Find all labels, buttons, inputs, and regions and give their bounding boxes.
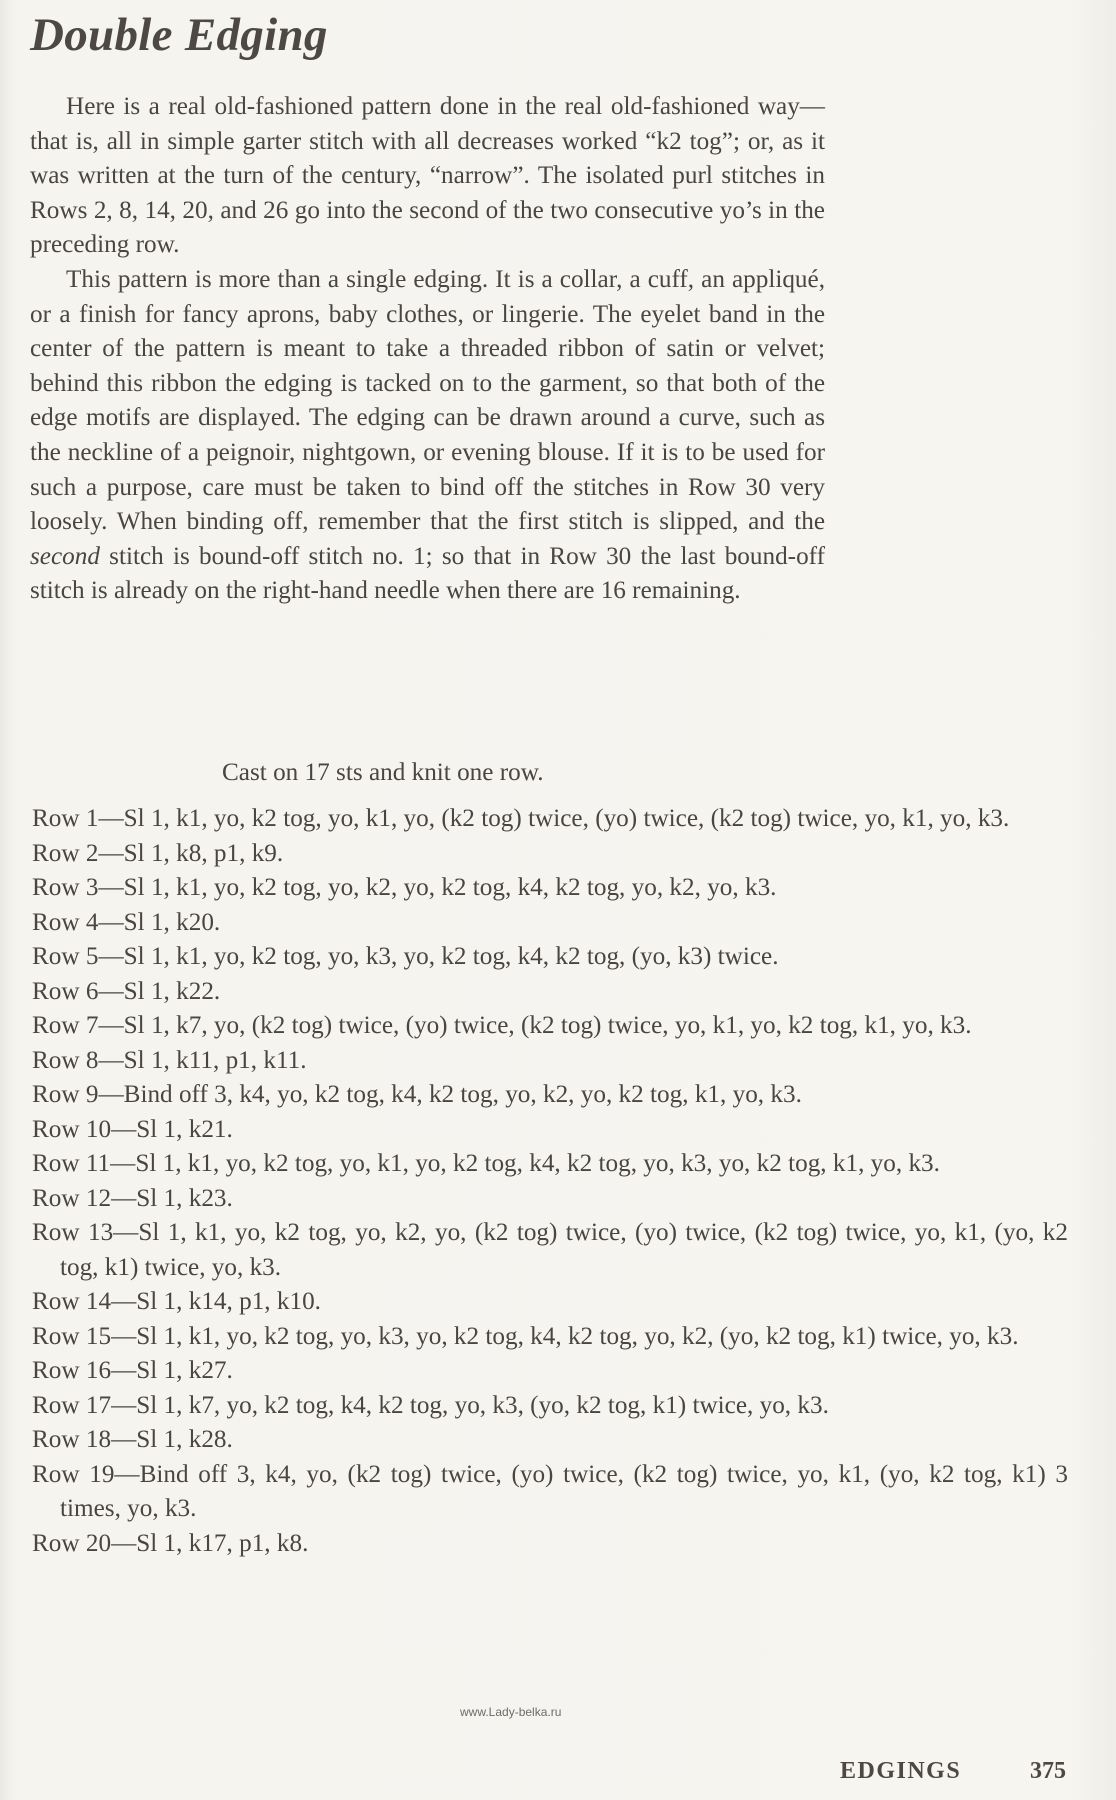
intro-paragraph-1: Here is a real old-fashioned pattern done in the real old-fashioned way—that is, all in simple garter stitch with all decreases worked “k2 tog”; or, as it was written at the turn of the century, “narrow”. The isolated purl stitches in Rows 2, 8, 14, 20, and 26 go into the second of the two consecutive yo’s in the preceding row. (30, 93, 825, 259)
pattern-row-2: Row 2—Sl 1, k8, p1, k9. (32, 839, 284, 867)
pattern-row-18: Row 18—Sl 1, k28. (32, 1426, 233, 1453)
intro-paragraph-2-part-b: stitch is bound-off stitch no. 1; so that in Row 30 the last bound-off stitch is already on the right-hand needle when there are 16 remaining. (30, 542, 825, 605)
pattern-row-13: Row 13—Sl 1, k1, yo, k2 tog, yo, k2, yo, (k2 tog) twice, (yo) twice, (k2 tog) twice, yo, k1, (yo, k2 tog, k1) twice, yo, k3. (32, 1219, 1068, 1281)
pattern-row-5: Row 5—Sl 1, k1, yo, k2 tog, yo, k3, yo, k2 tog, k4, k2 tog, (yo, k3) twice. (32, 943, 779, 970)
pattern-row-10: Row 10—Sl 1, k21. (32, 1115, 233, 1143)
intro-emphasis: second (30, 542, 100, 570)
pattern-row-16: Row 16—Sl 1, k27. (32, 1357, 233, 1384)
page-number: 375 (1030, 1758, 1066, 1784)
pattern-row-4: Row 4—Sl 1, k20. (32, 908, 221, 936)
page-title: Double Edging (30, 9, 328, 61)
pattern-row-7: Row 7—Sl 1, k7, yo, (k2 tog) twice, (yo) twice, (k2 tog) twice, yo, k1, yo, k2 tog, k1, yo, k3. (32, 1012, 972, 1039)
intro-paragraph-2 (30, 263, 825, 609)
intro-paragraph-2-part-a: This pattern is more than a single edging. It is a collar, a cuff, an appliqué, or a finish for fancy aprons, baby clothes, or lingerie. The eyelet band in the center of the pattern is meant to take a threaded ribbon of satin or velvet; behind this ribbon the edging is tacked on to the garment, so that both of the edge motifs are displayed. The edging can be drawn around a curve, such as the neckline of a peignoir, nightgown, or evening blouse. If it is to be used for such a purpose, care must be taken to bind off the stitches in Row 30 very loosely. When binding off, remember that the first stitch is slipped, and the (30, 265, 825, 536)
pattern-row-6: Row 6—Sl 1, k22. (32, 977, 221, 1005)
intro-text (30, 90, 825, 609)
pattern-row-11: Row 11—Sl 1, k1, yo, k2 tog, yo, k1, yo, k2 tog, k4, k2 tog, yo, k3, yo, k2 tog, k1, yo, k3. (32, 1150, 940, 1177)
cast-on-instruction: Cast on 17 sts and knit one row. (222, 759, 544, 786)
pattern-row-17: Row 17—Sl 1, k7, yo, k2 tog, k4, k2 tog, yo, k3, (yo, k2 tog, k1) twice, yo, k3. (32, 1391, 829, 1419)
pattern-row-12: Row 12—Sl 1, k23. (32, 1184, 233, 1212)
pattern-row-9: Row 9—Bind off 3, k4, yo, k2 tog, k4, k2 tog, yo, k2, yo, k2 tog, k1, yo, k3. (32, 1081, 802, 1108)
running-footer-section: EDGINGS (840, 1758, 962, 1784)
pattern-row-3: Row 3—Sl 1, k1, yo, k2 tog, yo, k2, yo, k2 tog, k4, k2 tog, yo, k2, yo, k3. (32, 874, 777, 901)
pattern-row-14: Row 14—Sl 1, k14, p1, k10. (32, 1288, 321, 1315)
pattern-row-1: Row 1—Sl 1, k1, yo, k2 tog, yo, k1, yo, (k2 tog) twice, (yo) twice, (k2 tog) twice, yo, k1, yo, k3. (32, 805, 1010, 832)
pattern-row-8: Row 8—Sl 1, k11, p1, k11. (32, 1046, 307, 1074)
pattern-row-20: Row 20—Sl 1, k17, p1, k8. (32, 1529, 309, 1557)
pattern-row-19: Row 19—Bind off 3, k4, yo, (k2 tog) twice, (yo) twice, (k2 tog) twice, yo, k1, (yo, k2 tog, k1) 3 times, yo, k3. (32, 1460, 1068, 1522)
pattern-rows (32, 802, 1068, 1561)
pattern-row-15: Row 15—Sl 1, k1, yo, k2 tog, yo, k3, yo, k2 tog, k4, k2 tog, yo, k2, (yo, k2 tog, k1) twice, yo, k3. (32, 1322, 1019, 1350)
watermark-text: www.Lady-belka.ru (460, 1705, 562, 1719)
